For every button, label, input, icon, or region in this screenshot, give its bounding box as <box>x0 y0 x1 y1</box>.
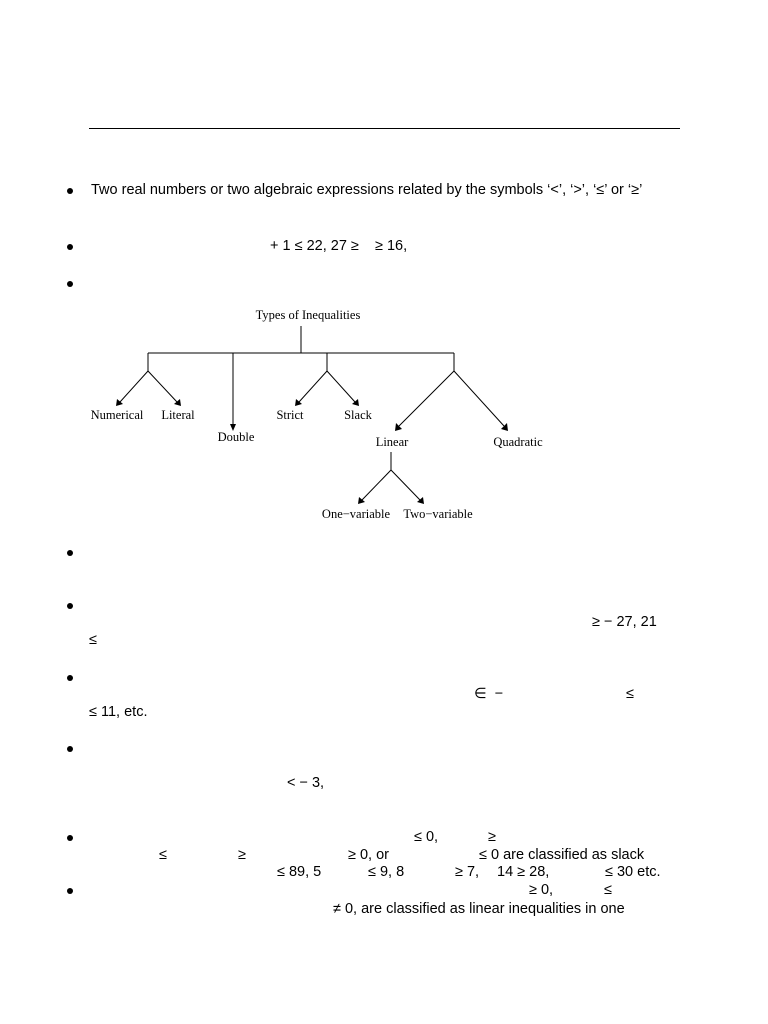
node-slack: Slack <box>344 408 372 422</box>
bullet-8-text: ≥ <box>238 847 246 863</box>
bullet-5-text: ≥ − 27, 21 <box>592 614 657 630</box>
bullet-2-text: + 1 ≤ 22, 27 ≥ ≥ 16, <box>270 238 408 254</box>
bullet-dot <box>67 188 73 194</box>
diagram-title: Types of Inequalities <box>255 308 361 322</box>
bullet-9-text: ≠ 0, are classified as linear inequalities in one <box>333 901 625 917</box>
bullet-dot <box>67 746 73 752</box>
bullet-6-text: ≤ 11, etc. <box>89 704 148 720</box>
bullet-6-text: ∈ − <box>474 686 504 702</box>
bullet-8-text: ≤ 30 etc. <box>605 864 661 880</box>
bullet-dot <box>67 244 73 250</box>
bullet-dot <box>67 675 73 681</box>
bullet-5-text: ≤ <box>89 632 97 648</box>
node-one-variable: One−variable <box>321 507 391 521</box>
node-double: Double <box>217 430 255 444</box>
bullet-1-text: Two real numbers or two algebraic expressions related by the symbols ‘<’, ‘>’, ‘≤’ or ‘≥’ <box>91 182 643 198</box>
bullet-8-text: ≥ <box>488 829 496 845</box>
node-strict: Strict <box>276 408 304 422</box>
bullet-6-text: ≤ <box>626 686 634 702</box>
bullet-dot <box>67 835 73 841</box>
bullet-7-text: < − 3, <box>287 775 325 791</box>
node-numerical: Numerical <box>90 408 144 422</box>
horizontal-rule <box>89 128 680 129</box>
bullet-8-text: ≤ 0 are classified as slack <box>479 847 645 863</box>
bullet-dot <box>67 888 73 894</box>
bullet-8-text: ≤ 0, <box>414 829 439 845</box>
bullet-8-text: ≤ <box>159 847 167 863</box>
node-quadratic: Quadratic <box>493 435 543 449</box>
types-of-inequalities-diagram <box>80 300 560 525</box>
bullet-8-text: 14 ≥ 28, <box>497 864 550 880</box>
node-two-variable: Two−variable <box>403 507 473 521</box>
bullet-dot <box>67 281 73 287</box>
bullet-8-text: ≥ 7, <box>455 864 480 880</box>
node-linear: Linear <box>375 435 409 449</box>
bullet-dot <box>67 603 73 609</box>
bullet-dot <box>67 550 73 556</box>
bullet-9-text: ≤ <box>604 882 612 898</box>
bullet-9-text: ≥ 0, <box>529 882 554 898</box>
bullet-8-text: ≤ 89, 5 <box>277 864 322 880</box>
bullet-8-text: ≤ 9, 8 <box>368 864 405 880</box>
node-literal: Literal <box>161 408 195 422</box>
bullet-8-text: ≥ 0, or <box>348 847 390 863</box>
